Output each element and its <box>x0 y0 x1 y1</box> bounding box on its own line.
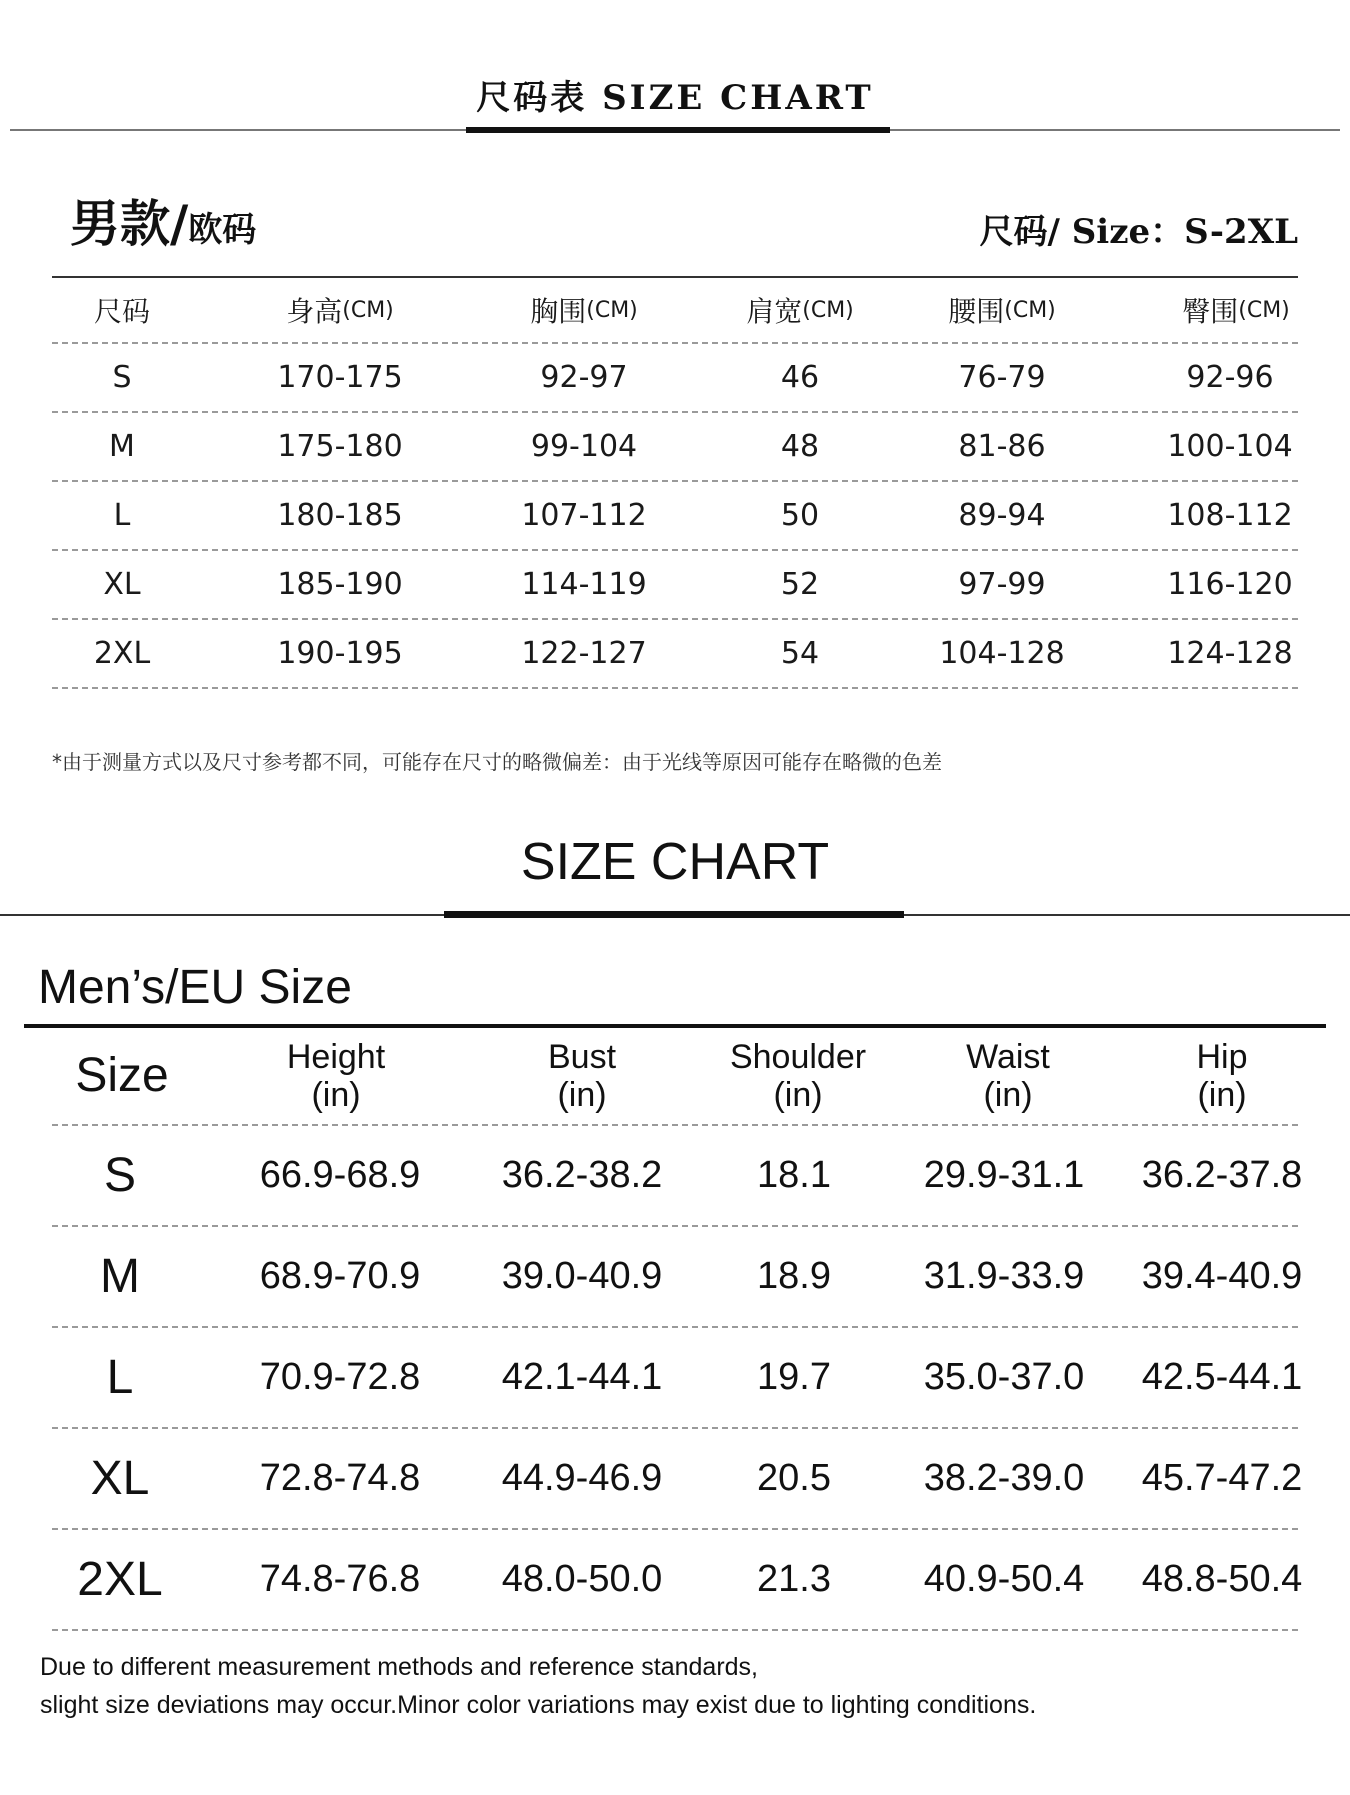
en-section-title: SIZE CHART <box>520 833 830 891</box>
shoulder-cell: 50 <box>780 498 820 533</box>
table-row <box>52 1530 1303 1631</box>
height-cell: 74.8-76.8 <box>259 1558 421 1600</box>
en-header-height: Height (in) <box>286 1038 386 1114</box>
waist-cell: 38.2-39.0 <box>923 1457 1085 1499</box>
cn-section-title: 尺码表 SIZE CHART <box>476 78 874 118</box>
en-note-line-2: slight size deviations may occur.Minor color variations may exist due to lighting conditions. <box>40 1691 1037 1719</box>
shoulder-cell: 52 <box>780 567 820 602</box>
en-table-subtitle: Men’s/EU Size <box>38 961 352 1014</box>
shoulder-cell: 46 <box>780 360 820 395</box>
hip-cell: 108-112 <box>1167 498 1293 533</box>
hip-cell: 100-104 <box>1167 429 1293 464</box>
bust-cell: 122-127 <box>521 636 647 671</box>
height-cell: 190-195 <box>277 636 403 671</box>
size-cell: M <box>109 429 135 464</box>
cn-header-shoulder: 肩宽 (CM) <box>746 295 854 328</box>
table-row <box>52 344 1298 413</box>
bust-cell: 48.0-50.0 <box>501 1558 663 1600</box>
hip-cell: 45.7-47.2 <box>1141 1457 1303 1499</box>
height-cell: 70.9-72.8 <box>259 1356 421 1398</box>
cn-size-table <box>52 278 1298 689</box>
bust-cell: 42.1-44.1 <box>501 1356 663 1398</box>
en-header-hip: Hip (in) <box>1196 1038 1248 1114</box>
waist-cell: 104-128 <box>939 636 1065 671</box>
cn-header-height: 身高 (CM) <box>286 295 394 328</box>
shoulder-cell: 18.1 <box>757 1154 831 1196</box>
bust-cell: 107-112 <box>521 498 647 533</box>
size-cell: M <box>100 1250 140 1303</box>
waist-cell: 76-79 <box>958 360 1046 395</box>
shoulder-cell: 54 <box>780 636 820 671</box>
en-title-underline-bar <box>444 911 904 918</box>
cn-subtitle-main: 男款/ <box>70 195 189 253</box>
waist-cell: 81-86 <box>958 429 1046 464</box>
height-cell: 185-190 <box>277 567 403 602</box>
en-header-size: Size <box>75 1049 169 1102</box>
hip-cell: 116-120 <box>1167 567 1293 602</box>
en-header-waist: Waist (in) <box>966 1038 1050 1114</box>
height-cell: 68.9-70.9 <box>259 1255 421 1297</box>
cn-disclaimer-note: *由于测量方式以及尺寸参考都不同，可能存在尺寸的略微偏差：由于光线等原因可能存在略微的色差 <box>52 750 942 774</box>
table-row <box>52 1328 1303 1429</box>
shoulder-cell: 48 <box>780 429 820 464</box>
waist-cell: 31.9-33.9 <box>923 1255 1085 1297</box>
en-header-shoulder: Shoulder (in) <box>729 1038 867 1114</box>
hip-cell: 124-128 <box>1167 636 1293 671</box>
cn-header-bust: 胸围 (CM) <box>530 295 638 328</box>
hip-cell: 36.2-37.8 <box>1141 1154 1303 1196</box>
size-cell: S <box>112 360 132 395</box>
table-row <box>52 1126 1303 1227</box>
cn-table-header-row <box>52 278 1298 344</box>
table-row <box>52 1429 1303 1530</box>
table-row <box>52 620 1298 689</box>
bust-cell: 36.2-38.2 <box>501 1154 663 1196</box>
hip-cell: 39.4-40.9 <box>1141 1255 1303 1297</box>
size-cell: S <box>103 1149 137 1202</box>
waist-cell: 89-94 <box>958 498 1046 533</box>
shoulder-cell: 20.5 <box>757 1457 831 1499</box>
size-cell: L <box>106 1351 134 1404</box>
table-row <box>52 551 1298 620</box>
hip-cell: 42.5-44.1 <box>1141 1356 1303 1398</box>
table-row <box>52 482 1298 551</box>
waist-cell: 29.9-31.1 <box>923 1154 1085 1196</box>
en-disclaimer-note <box>40 1648 1036 1724</box>
en-size-table <box>52 1028 1303 1631</box>
cn-table-subtitle <box>70 194 256 260</box>
cn-header-waist: 腰围 (CM) <box>948 295 1056 328</box>
bust-cell: 92-97 <box>540 360 628 395</box>
waist-cell: 35.0-37.0 <box>923 1356 1085 1398</box>
size-cell: XL <box>103 567 141 602</box>
bust-cell: 114-119 <box>521 567 647 602</box>
table-row <box>52 1227 1303 1328</box>
waist-cell: 40.9-50.4 <box>923 1558 1085 1600</box>
height-cell: 180-185 <box>277 498 403 533</box>
en-header-bust: Bust (in) <box>547 1038 617 1114</box>
cn-header-size: 尺码 <box>93 295 151 328</box>
cn-header-hip: 臀围 (CM) <box>1182 295 1290 328</box>
hip-cell: 92-96 <box>1186 360 1274 395</box>
size-cell: L <box>113 498 131 533</box>
hip-cell: 48.8-50.4 <box>1141 1558 1303 1600</box>
shoulder-cell: 19.7 <box>757 1356 831 1398</box>
bust-cell: 44.9-46.9 <box>501 1457 663 1499</box>
cn-title-underline-bar <box>466 127 890 133</box>
shoulder-cell: 18.9 <box>757 1255 831 1297</box>
cn-size-range: 尺码/ Size：S-2XL <box>979 212 1298 252</box>
cn-subtitle-sub: 欧码 <box>188 210 257 250</box>
bust-cell: 39.0-40.9 <box>501 1255 663 1297</box>
height-cell: 170-175 <box>277 360 403 395</box>
height-cell: 72.8-74.8 <box>259 1457 421 1499</box>
en-table-header-row <box>52 1028 1298 1126</box>
height-cell: 175-180 <box>277 429 403 464</box>
height-cell: 66.9-68.9 <box>259 1154 421 1196</box>
waist-cell: 97-99 <box>958 567 1046 602</box>
en-note-line-1: Due to different measurement methods and reference standards, <box>40 1653 759 1681</box>
size-cell: 2XL <box>93 636 151 671</box>
size-cell: XL <box>90 1452 150 1505</box>
table-row <box>52 413 1298 482</box>
bust-cell: 99-104 <box>530 429 638 464</box>
shoulder-cell: 21.3 <box>757 1558 831 1600</box>
size-cell: 2XL <box>77 1553 163 1606</box>
